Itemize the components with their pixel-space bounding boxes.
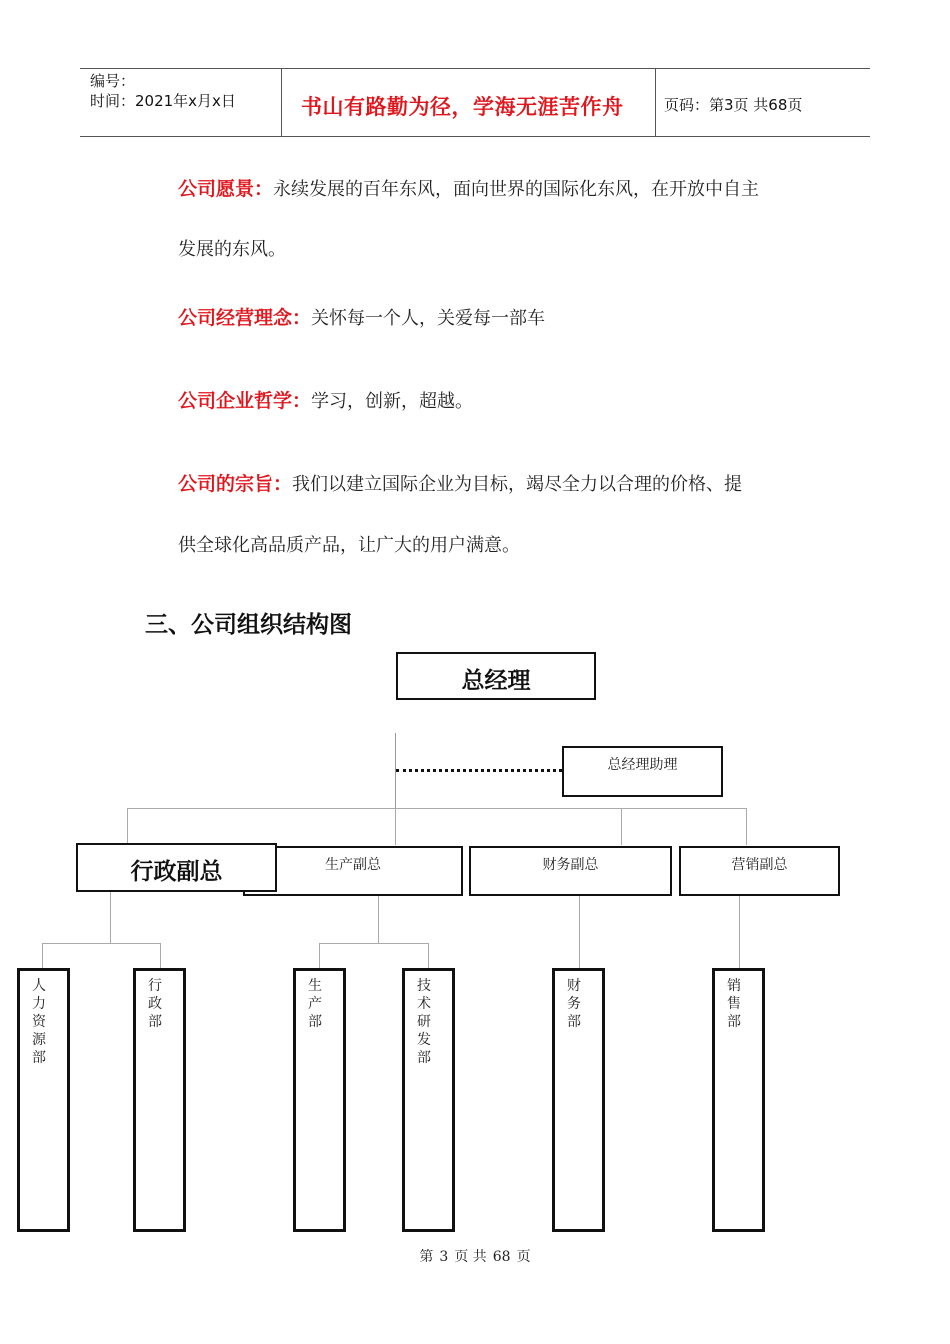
- connector-admin-trunk: [110, 892, 111, 943]
- enterprise-philosophy-label: 公司企业哲学：: [178, 390, 312, 412]
- philosophy-text: 关怀每一个人，关爱每一部车: [311, 308, 546, 329]
- connector-finance-trunk: [579, 895, 580, 969]
- vision-paragraph: [178, 174, 759, 201]
- org-general-manager-label: 总经理: [461, 668, 531, 694]
- org-dept-production: [293, 968, 346, 1232]
- org-vp-admin-label: 行政副总: [130, 859, 223, 885]
- org-dept-sales: [712, 968, 765, 1232]
- connector-admin-bar: [42, 943, 160, 944]
- header-divider: [655, 68, 656, 136]
- connector-dept: [319, 943, 320, 969]
- connector-production-bar: [319, 943, 428, 944]
- connector-dept: [160, 943, 161, 969]
- section-title: 三、公司组织结构图: [145, 612, 352, 638]
- footer-middle: 页 共: [454, 1249, 487, 1265]
- org-vp-marketing-label: 营销副总: [731, 857, 788, 873]
- org-dept-rnd: [402, 968, 455, 1232]
- org-dept-admin: [133, 968, 186, 1232]
- org-gm-assistant-label: 总经理助理: [607, 757, 678, 773]
- header-number-label: 编号：: [90, 72, 136, 90]
- purpose-paragraph: [178, 469, 742, 496]
- purpose-continuation: 供全球化高品质产品，让广大的用户满意。: [178, 535, 520, 556]
- header-top-rule: [80, 68, 870, 69]
- footer-prefix: 第: [419, 1249, 434, 1265]
- connector-vp: [746, 808, 747, 845]
- header-divider: [281, 68, 282, 136]
- org-dept-hr-label: 人力资源部: [32, 978, 46, 1066]
- connector-marketing-trunk: [739, 895, 740, 969]
- connector-vp: [395, 808, 396, 845]
- org-vp-production-label: 生产副总: [325, 857, 381, 873]
- org-vp-finance-label: 财务副总: [542, 857, 599, 873]
- org-gm-assistant: [562, 746, 723, 797]
- org-dept-production-label: 生产部: [308, 978, 322, 1030]
- org-dept-finance-label: 财务部: [567, 978, 581, 1030]
- connector-vp: [127, 808, 128, 845]
- org-vp-marketing: [679, 846, 840, 896]
- org-dept-finance: [552, 968, 605, 1232]
- connector-dept: [428, 943, 429, 969]
- philosophy-paragraph: [178, 303, 545, 330]
- vision-label: 公司愿景：: [178, 178, 274, 200]
- org-dept-rnd-label: 技术研发部: [417, 978, 431, 1066]
- header-page-info: 页码：第3页 共68页: [664, 96, 803, 114]
- footer-suffix: 页: [516, 1249, 531, 1265]
- org-dept-sales-label: 销售部: [727, 978, 741, 1030]
- header-bottom-rule: [80, 136, 870, 137]
- connector-dept: [42, 943, 43, 969]
- connector-vp: [621, 808, 622, 845]
- vision-continuation: 发展的东风。: [178, 239, 286, 260]
- org-dept-hr: [17, 968, 70, 1232]
- header-motto: 书山有路勤为径，学海无涯苦作舟: [301, 95, 624, 119]
- org-dept-admin-label: 行政部: [148, 978, 162, 1030]
- connector-production-trunk: [378, 895, 379, 943]
- footer-total-pages: 68: [492, 1249, 511, 1265]
- connector-assistant-dashed: [396, 769, 562, 772]
- org-vp-finance: [469, 846, 672, 896]
- purpose-label: 公司的宗旨：: [178, 473, 293, 495]
- vision-text: 永续发展的百年东风，面向世界的国际化东风，在开放中自主: [273, 179, 760, 200]
- connector-vp-bar: [127, 808, 746, 809]
- header-time-label: 时间：2021年x月x日: [90, 92, 236, 110]
- purpose-text: 我们以建立国际企业为目标，竭尽全力以合理的价格、提: [292, 474, 743, 495]
- page-footer: [0, 1246, 950, 1266]
- org-general-manager: [396, 652, 596, 700]
- enterprise-philosophy-text: 学习，创新，超越。: [311, 391, 474, 412]
- org-vp-admin: [76, 843, 277, 892]
- philosophy-label: 公司经营理念：: [178, 307, 312, 329]
- enterprise-philosophy-paragraph: [178, 386, 473, 413]
- footer-page-number: 3: [439, 1249, 449, 1265]
